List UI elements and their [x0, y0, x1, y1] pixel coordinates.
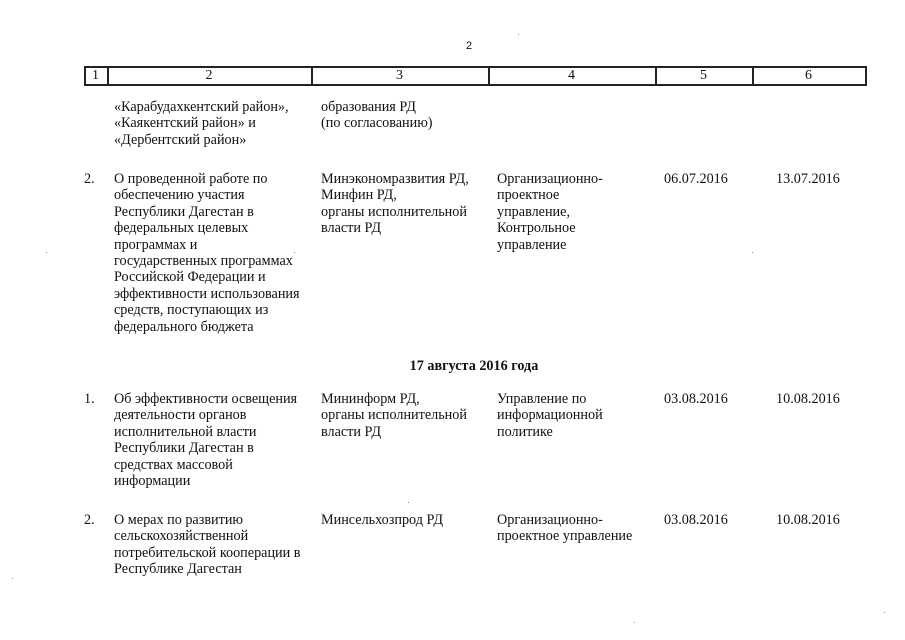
scan-speck [752, 252, 753, 253]
text-line: управление, [497, 203, 570, 220]
header-col-1: 1 [92, 68, 99, 83]
text-line: государственных программах [114, 253, 293, 270]
text-line: управление [497, 236, 567, 253]
table-header-row [84, 66, 866, 88]
text-line: проектное управление [497, 528, 633, 545]
row-date-end: 10.08.2016 [776, 391, 840, 407]
header-col-5: 5 [700, 68, 707, 83]
row-responsible [321, 391, 467, 440]
text-line: Управление по [497, 391, 587, 407]
text-line: Контрольное [497, 220, 576, 237]
row-number: 2. [84, 171, 95, 187]
text-line: «Карабудахкентский район», [114, 99, 289, 115]
text-line: информации [114, 473, 191, 490]
row-date-end: 13.07.2016 [776, 171, 840, 187]
text-line: Республики Дагестан в [114, 440, 254, 457]
text-line: (по согласованию) [321, 115, 433, 132]
scan-speck [12, 578, 13, 579]
row-department [497, 171, 603, 253]
row-date-start: 06.07.2016 [664, 171, 728, 187]
text-line: органы исполнительной [321, 407, 467, 424]
row-title [114, 512, 301, 578]
text-line: Мининформ РД, [321, 391, 420, 407]
text-line: средств, поступающих из [114, 302, 269, 319]
text-line: О проведенной работе по [114, 171, 268, 187]
text-line: средствах массовой [114, 456, 233, 473]
scan-speck [518, 34, 519, 35]
text-line: исполнительной власти [114, 423, 257, 440]
header-col-4: 4 [568, 68, 575, 83]
scan-speck [408, 502, 409, 503]
scan-speck [634, 622, 635, 623]
row-responsible [321, 512, 443, 528]
text-line: федерального бюджета [114, 318, 254, 335]
text-line: Минэкономразвития РД, [321, 171, 469, 187]
row-date-start: 03.08.2016 [664, 512, 728, 528]
continuation-title [114, 99, 289, 148]
text-line: политике [497, 423, 553, 440]
header-col-3: 3 [396, 68, 403, 83]
text-line: органы исполнительной [321, 203, 467, 220]
text-line: власти РД [321, 220, 382, 237]
text-line: «Каякентский район» и [114, 115, 256, 132]
text-line: программах и [114, 236, 198, 253]
text-line: сельскохозяйственной [114, 528, 249, 545]
text-line: деятельности органов [114, 407, 247, 424]
text-line: власти РД [321, 423, 382, 440]
text-line: Минсельхозпрод РД [321, 512, 444, 528]
text-line: Российской Федерации и [114, 269, 266, 286]
text-line: образования РД [321, 99, 416, 115]
row-department [497, 512, 632, 545]
row-number: 2. [84, 512, 95, 528]
row-department [497, 391, 603, 440]
text-line: Республике Дагестан [114, 561, 242, 578]
text-line: обеспечению участия [114, 187, 245, 204]
header-divider [865, 66, 867, 86]
row-title [114, 171, 300, 335]
text-line: информационной [497, 407, 603, 424]
row-title [114, 391, 297, 489]
header-bottom-rule [84, 84, 866, 86]
text-line: Организационно- [497, 171, 603, 187]
text-line: Республики Дагестан в [114, 203, 254, 220]
section-date-heading: 17 августа 2016 года [409, 358, 539, 374]
scan-speck [294, 252, 295, 253]
page-number: 2 [466, 40, 473, 52]
text-line: Организационно- [497, 512, 603, 528]
scan-speck [884, 612, 885, 613]
text-line: «Дербентский район» [114, 131, 247, 148]
text-line: Минфин РД, [321, 187, 397, 204]
header-col-2: 2 [205, 68, 213, 83]
text-line: потребительской кооперации в [114, 544, 301, 561]
row-responsible [321, 171, 469, 237]
text-line: эффективности использования [114, 285, 300, 302]
row-date-end: 10.08.2016 [776, 512, 840, 528]
text-line: проектное [497, 187, 560, 204]
header-col-6: 6 [805, 68, 812, 83]
text-line: Об эффективности освещения [114, 391, 298, 407]
continuation-responsible [321, 99, 433, 132]
scan-speck [46, 252, 47, 253]
row-number: 1. [84, 391, 95, 407]
row-date-start: 03.08.2016 [664, 391, 728, 407]
text-line: О мерах по развитию [114, 512, 244, 528]
text-line: федеральных целевых [114, 220, 249, 237]
